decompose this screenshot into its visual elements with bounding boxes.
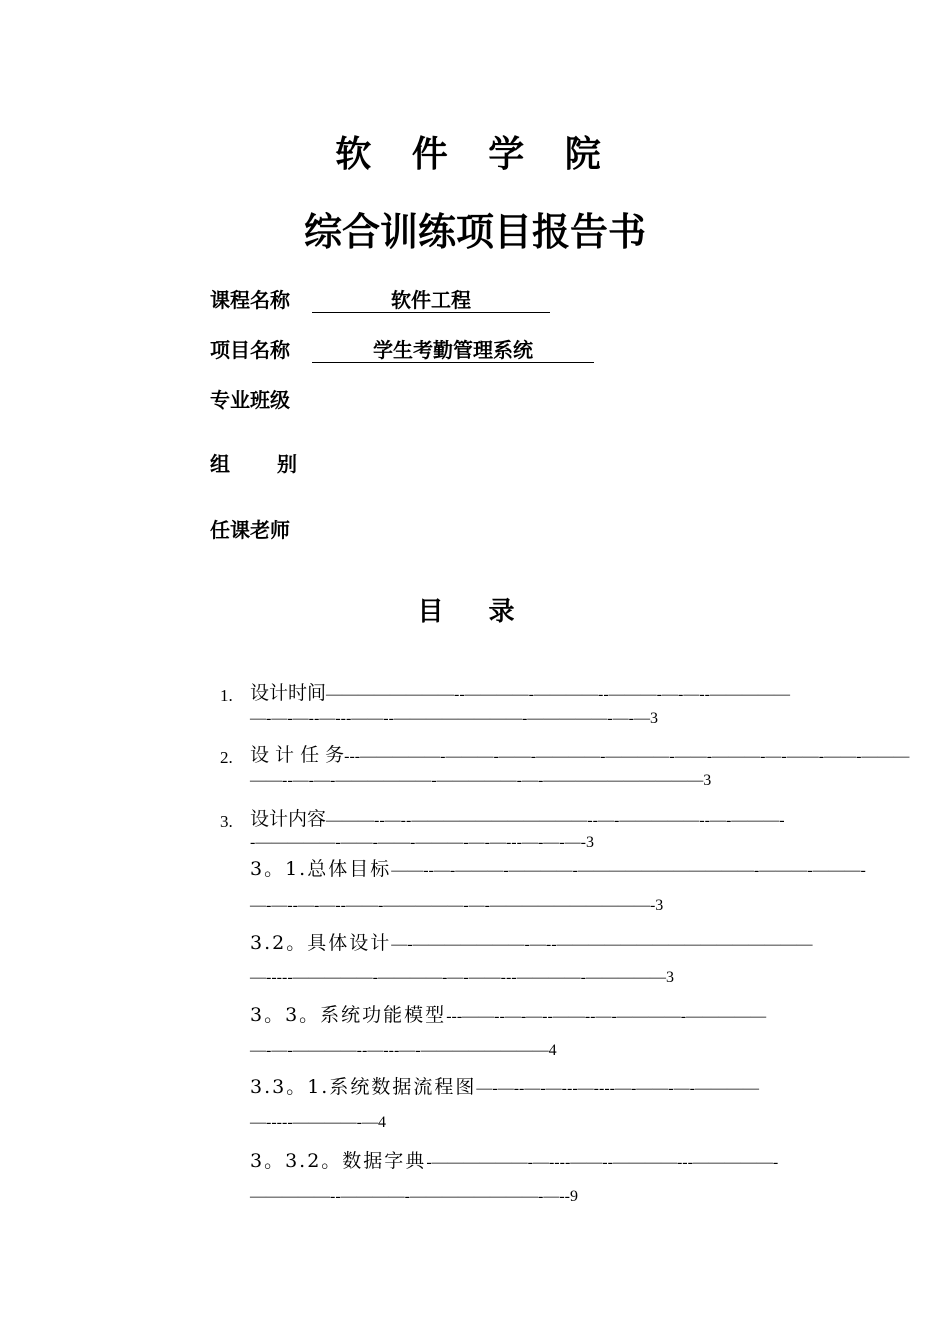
toc-item-number: 1. bbox=[220, 686, 233, 705]
class-label: 专业班级 bbox=[210, 388, 290, 412]
toc-title: 目 录 bbox=[417, 597, 533, 627]
teacher-label: 任课老师 bbox=[210, 518, 290, 542]
toc-leader: ————————--————-————--———-—-—--————— bbox=[326, 686, 790, 703]
toc-item-text: 3。1.总体目标 bbox=[250, 858, 392, 880]
toc-item-text: 3.3。1.系统数据流程图 bbox=[250, 1076, 477, 1098]
toc-subitem[interactable] bbox=[250, 1148, 810, 1176]
toc-item-text: 设计内容 bbox=[250, 808, 327, 830]
toc-leader: ---—————-———-——-————-————-——-———-—-——-——-——— bbox=[344, 748, 910, 765]
toc-subitem[interactable] bbox=[250, 856, 866, 884]
group-field bbox=[210, 448, 317, 480]
project-label: 项目名称 bbox=[210, 338, 290, 362]
toc-item-text: 3。3.2。数据字典 bbox=[250, 1150, 427, 1172]
toc-item-leader-cont: —————--————-————————-—--9 bbox=[250, 1188, 578, 1205]
toc-leader: —-———————-—--———————————————— bbox=[391, 936, 813, 953]
toc-item-leader-cont: —-—--—-—--——-—————-—-——————————-3 bbox=[250, 897, 664, 914]
school-title: 软 件 学 院 bbox=[335, 134, 615, 175]
toc-item-text: 设计时间 bbox=[250, 682, 327, 704]
report-title: 综合训练项目报告书 bbox=[303, 210, 646, 254]
toc-item-text: 3.2。具体设计 bbox=[250, 932, 392, 954]
course-label: 课程名称 bbox=[210, 288, 290, 312]
toc-leader: ——--—-———-————-———————————-———-———- bbox=[391, 862, 866, 879]
group-label: 组 别 bbox=[210, 452, 317, 476]
toc-item-text: 3。3。系统功能模型 bbox=[250, 1004, 447, 1026]
toc-item-text: 设 计 任 务 bbox=[250, 744, 345, 766]
toc-item[interactable] bbox=[250, 680, 810, 708]
toc-subitem[interactable] bbox=[250, 930, 813, 958]
project-field bbox=[210, 334, 533, 366]
toc-item-leader-cont: —-—-————--—---—-————————4 bbox=[250, 1042, 557, 1059]
toc-item[interactable] bbox=[250, 742, 910, 770]
toc-leader: -——————-—----——--————---—————- bbox=[426, 1154, 779, 1171]
toc-leader: —-—--—-—---—----—-——-—-———— bbox=[476, 1080, 759, 1097]
toc-subitem[interactable] bbox=[250, 1002, 810, 1030]
toc-item-leader-cont: —-----————-—4 bbox=[250, 1114, 386, 1131]
toc-item-leader-cont: —-—-—--—---——--————————-—————-—-—3 bbox=[250, 710, 658, 727]
course-value: 软件工程 bbox=[312, 284, 550, 313]
toc-item-leader-cont: —-----—————-————-—-——---————-—————3 bbox=[250, 969, 674, 986]
class-field bbox=[210, 384, 290, 416]
toc-leader: ———--—--———————————--—-—————--—-———- bbox=[326, 812, 785, 829]
toc-item[interactable] bbox=[250, 806, 810, 834]
toc-item-number: 3. bbox=[220, 812, 233, 831]
toc-item-leader-cont: -—————-——-——-———-—-—---—-—-—-3 bbox=[250, 834, 594, 851]
project-value: 学生考勤管理系统 bbox=[312, 334, 594, 363]
teacher-field bbox=[210, 514, 290, 546]
toc-item-leader-cont: ——--—-—-——————-—————-—-——————————3 bbox=[250, 772, 712, 789]
toc-item-number: 2. bbox=[220, 748, 233, 767]
toc-subitem[interactable] bbox=[250, 1074, 810, 1102]
course-field bbox=[210, 284, 471, 316]
toc-leader: ---——--—-—--——--—-————-————— bbox=[446, 1008, 767, 1025]
